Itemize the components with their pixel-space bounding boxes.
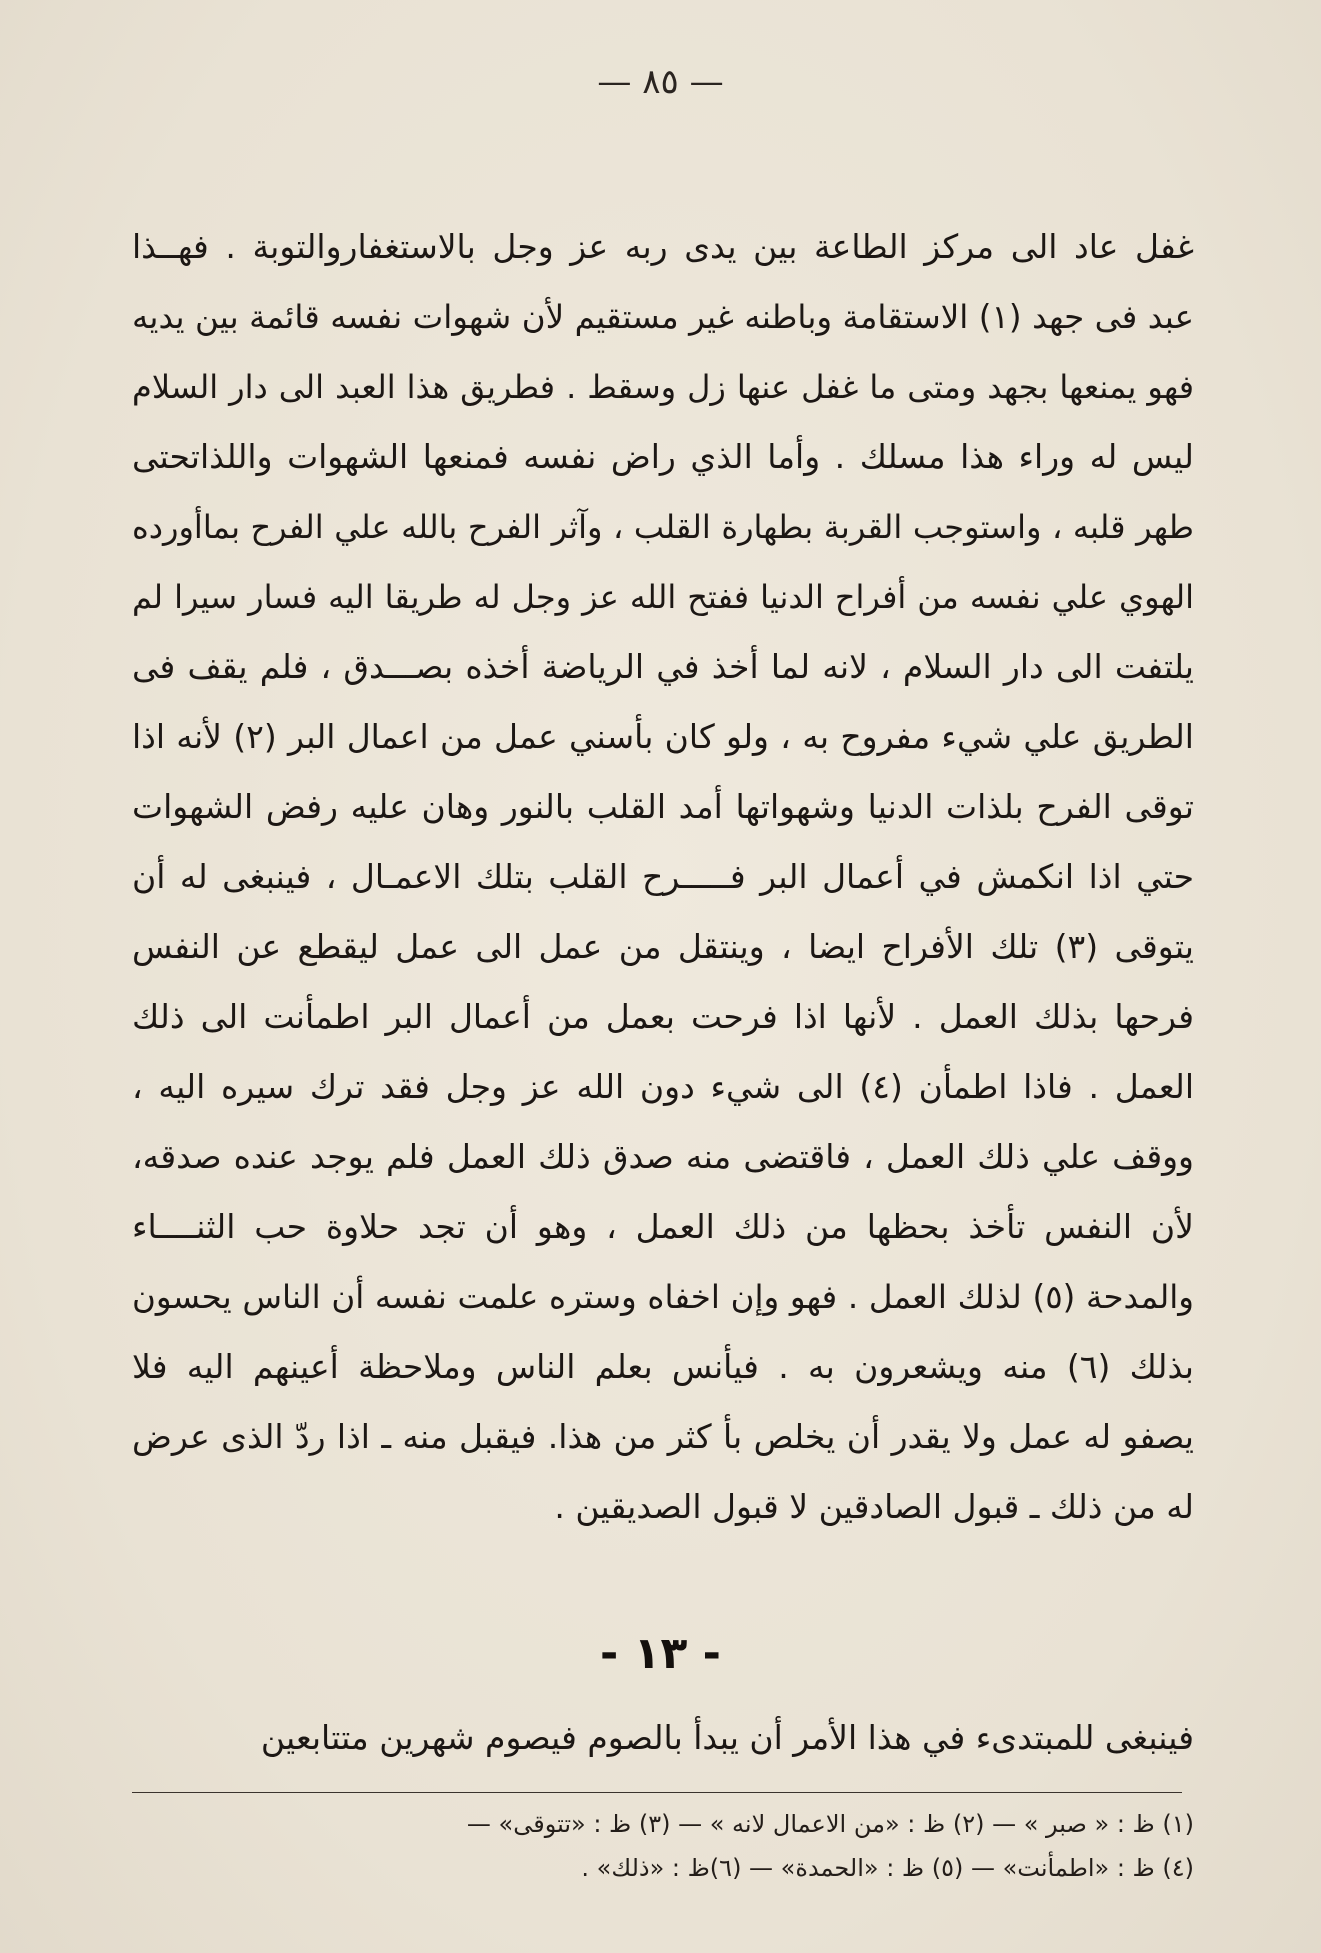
text-line: ليس له وراء هذا مسلك . وأما الذي راض نفسه فمنعها الشهوات واللذاتحتى bbox=[132, 437, 1194, 476]
text-line: الهوي علي نفسه من أفراح الدنيا ففتح الله عز وجل له طريقا اليه فسار سيرا لم bbox=[132, 578, 1194, 616]
footnote-divider bbox=[132, 1792, 1182, 1793]
text-line: له من ذلك ـ قبول الصادقين لا قبول الصديقين . bbox=[554, 1487, 1194, 1526]
text-line: ووقف علي ذلك العمل ، فاقتضى منه صدق ذلك العمل فلم يوجد عنده صدقه، bbox=[132, 1137, 1194, 1176]
text-line: فهو يمنعها بجهد ومتى ما غفل عنها زل وسقط . فطريق هذا العبد الى دار السلام bbox=[132, 368, 1194, 406]
text-line: فرحها بذلك العمل . لأنها اذا فرحت بعمل من أعمال البر اطمأنت الى ذلك bbox=[132, 997, 1194, 1036]
text-line: الطريق علي شيء مفروح به ، ولو كان بأسني عمل من اعمال البر (٢) لأنه اذا bbox=[132, 717, 1194, 756]
footnote-line: (٤) ظ : «اطمأنت» — (٥) ظ : «الحمدة» — (٦)ظ : «ذلك» . bbox=[581, 1854, 1194, 1882]
text-line: عبد فى جهد (١) الاستقامة وباطنه غير مستقيم لأن شهوات نفسه قائمة بين يديه bbox=[132, 298, 1194, 336]
text-line: توقى الفرح بلذات الدنيا وشهواتها أمد القلب بالنور وهان عليه رفض الشهوات bbox=[132, 787, 1194, 826]
text-line: يصفو له عمل ولا يقدر أن يخلص بأ كثر من هذا. فيقبل منه ـ اذا ردّ الذى عرض bbox=[132, 1417, 1194, 1456]
section-heading: - ١٣ - bbox=[600, 1628, 721, 1679]
text-line: يلتفت الى دار السلام ، لانه لما أخذ في الرياضة أخذه بصـــدق ، فلم يقف فى bbox=[132, 647, 1194, 686]
section-opening-line: فينبغى للمبتدىء في هذا الأمر أن يبدأ بالصوم فيصوم شهرين متتابعين bbox=[260, 1718, 1194, 1757]
text-line: حتي اذا انكمش في أعمال البر فـــــرح القلب بتلك الاعمـال ، فينبغى له أن bbox=[132, 857, 1194, 896]
text-line: يتوقى (٣) تلك الأفراح ايضا ، وينتقل من عمل الى عمل ليقطع عن النفس bbox=[132, 927, 1194, 966]
text-line: العمل . فاذا اطمأن (٤) الى شيء دون الله عز وجل فقد ترك سيره اليه ، bbox=[132, 1067, 1194, 1106]
text-line: طهر قلبه ، واستوجب القربة بطهارة القلب ، وآثر الفرح بالله علي الفرح بماأورده bbox=[132, 508, 1194, 546]
body-text bbox=[132, 212, 1194, 1542]
text-line: غفل عاد الى مركز الطاعة بين يدى ربه عز وجل بالاستغفاروالتوبة . فهــذا bbox=[132, 227, 1194, 266]
footnotes bbox=[132, 1802, 1194, 1890]
page-number: — ٨٥ — bbox=[597, 62, 724, 102]
text-line: لأن النفس تأخذ بحظها من ذلك العمل ، وهو أن تجد حلاوة حب الثنــــاء bbox=[132, 1207, 1194, 1246]
text-line: بذلك (٦) منه ويشعرون به . فيأنس بعلم الناس وملاحظة أعينهم اليه فلا bbox=[132, 1347, 1194, 1386]
footnote-line: (١) ظ : « صبر » — (٢) ظ : «من الاعمال لانه » — (٣) ظ : «تتوقى» — bbox=[466, 1810, 1194, 1838]
text-line: والمدحة (٥) لذلك العمل . فهو وإن اخفاه وستره علمت نفسه أن الناس يحسون bbox=[132, 1278, 1194, 1316]
